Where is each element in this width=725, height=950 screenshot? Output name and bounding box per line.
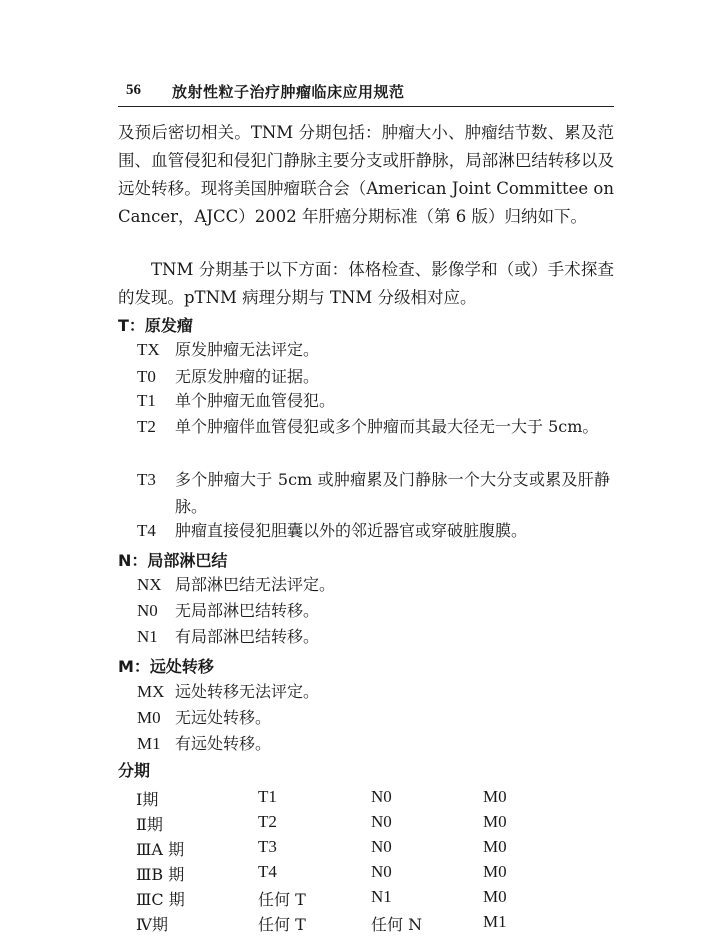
table-row xyxy=(136,837,616,863)
item-text: 肿瘤直接侵犯胆囊以外的邻近器官或穿破脏腹膜。 xyxy=(175,521,528,540)
item-code: N0 xyxy=(137,601,158,620)
item-text: 无远处转移。 xyxy=(175,708,272,727)
section-heading-n: N：局部淋巴结 xyxy=(118,551,228,570)
item-text: 局部淋巴结无法评定。 xyxy=(175,575,336,594)
n-cell: N0 xyxy=(371,812,392,831)
item-code: NX xyxy=(137,575,162,594)
list-item xyxy=(137,730,614,757)
paragraph-intro: 及预后密切相关。TNM 分期包括：肿瘤大小、肿瘤结节数、累及范围、血管侵犯和侵犯门静脉主要分支或肝静脉，局部淋巴结转移以及远处转移。现将美国肿瘤联合会（American Joint Committee on Cancer，AJCC）2002 年肝癌分期标准（第 6 版）归纳如下。 xyxy=(118,123,614,226)
table-row xyxy=(136,862,616,888)
table-row xyxy=(136,812,616,838)
item-text: 无局部淋巴结转移。 xyxy=(175,601,320,620)
item-code: T2 xyxy=(137,417,156,436)
stage-cell: ⅢB 期 xyxy=(136,865,185,884)
item-text: 有远处转移。 xyxy=(175,734,272,753)
item-code: T4 xyxy=(137,521,156,540)
item-code: T3 xyxy=(137,470,156,489)
table-row xyxy=(136,787,616,813)
item-text: 远处转移无法评定。 xyxy=(175,682,320,701)
stage-cell: ⅢC 期 xyxy=(136,890,185,909)
item-code: MX xyxy=(137,682,165,701)
paragraph-basis: TNM 分期基于以下方面：体格检查、影像学和（或）手术探查的发现。pTNM 病理分期与 TNM 分级相对应。 xyxy=(118,260,614,307)
stage-cell: ⅢA 期 xyxy=(136,840,185,859)
t-cell: T4 xyxy=(258,862,277,881)
item-text: 单个肿瘤无血管侵犯。 xyxy=(175,391,336,410)
item-code: M1 xyxy=(137,734,161,753)
list-item xyxy=(137,704,614,731)
m-cell: M0 xyxy=(483,837,507,856)
list-item xyxy=(137,363,614,390)
stage-cell: Ⅳ期 xyxy=(136,915,168,934)
item-text: 单个肿瘤伴血管侵犯或多个肿瘤而其最大径无一大于 5cm。 xyxy=(175,417,599,436)
item-text: 无原发肿瘤的证据。 xyxy=(175,367,320,386)
list-item xyxy=(137,597,614,624)
stage-cell: Ⅰ期 xyxy=(136,790,159,809)
list-item xyxy=(137,466,614,520)
table-row xyxy=(136,887,616,913)
table-row xyxy=(136,912,616,938)
section-heading-m: M：远处转移 xyxy=(118,657,214,676)
item-code: M0 xyxy=(137,708,161,727)
list-item xyxy=(137,623,614,650)
n-cell: N0 xyxy=(371,862,392,881)
m-cell: M0 xyxy=(483,887,507,906)
list-item xyxy=(137,517,614,544)
list-item xyxy=(137,387,614,414)
stage-cell: Ⅱ期 xyxy=(136,815,163,834)
list-item xyxy=(137,678,614,705)
m-cell: M0 xyxy=(483,787,507,806)
n-cell: N0 xyxy=(371,787,392,806)
m-cell: M0 xyxy=(483,812,507,831)
item-code: T1 xyxy=(137,391,156,410)
item-code: TX xyxy=(137,340,160,359)
list-item xyxy=(137,571,614,598)
list-item xyxy=(137,413,614,440)
m-cell: M1 xyxy=(483,912,507,931)
running-title: 放射性粒子治疗肿瘤临床应用规范 xyxy=(172,83,405,101)
page-number: 56 xyxy=(126,82,141,98)
n-cell: N1 xyxy=(371,887,392,906)
t-cell: T3 xyxy=(258,837,277,856)
n-cell: N0 xyxy=(371,837,392,856)
page-header xyxy=(118,78,614,107)
item-code: N1 xyxy=(137,627,158,646)
section-heading-t: T：原发瘤 xyxy=(118,316,193,335)
t-cell: T1 xyxy=(258,787,277,806)
n-cell: 任何 N xyxy=(371,915,423,934)
m-cell: M0 xyxy=(483,862,507,881)
item-text: 原发肿瘤无法评定。 xyxy=(175,340,320,359)
section-heading-staging: 分期 xyxy=(118,761,151,780)
t-cell: T2 xyxy=(258,812,277,831)
item-text: 有局部淋巴结转移。 xyxy=(175,627,320,646)
list-item xyxy=(137,336,614,363)
t-cell: 任何 T xyxy=(258,915,306,934)
item-code: T0 xyxy=(137,367,156,386)
item-text: 多个肿瘤大于 5cm 或肿瘤累及门静脉一个大分支或累及肝静脉。 xyxy=(175,470,610,516)
t-cell: 任何 T xyxy=(258,890,306,909)
